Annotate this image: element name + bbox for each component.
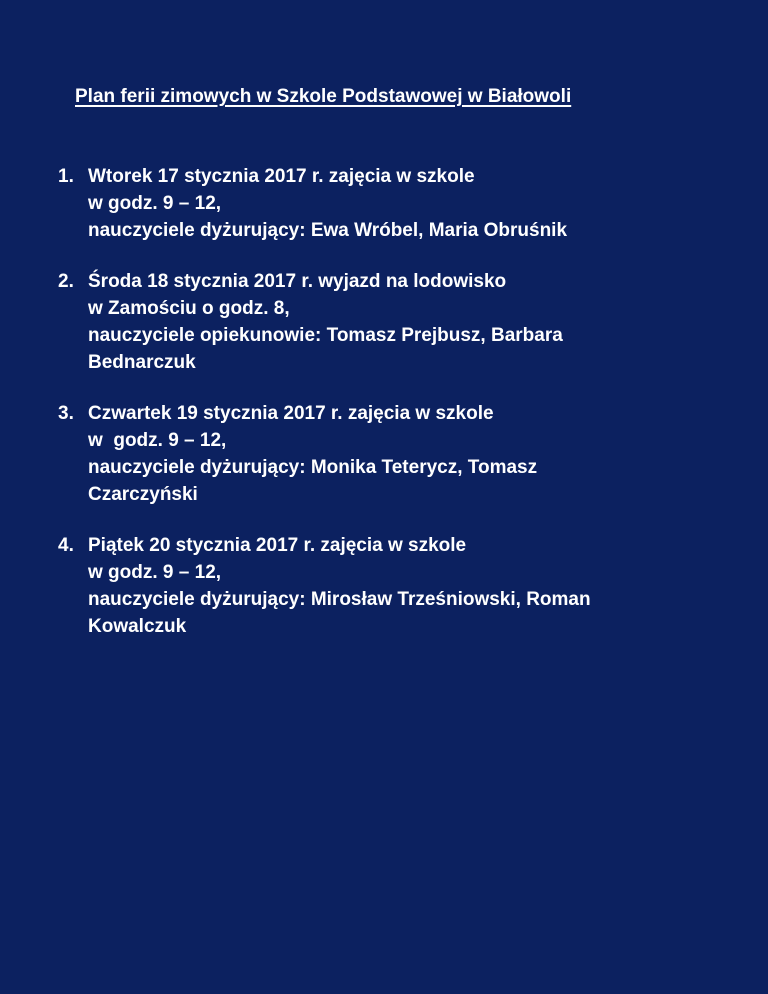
list-item xyxy=(58,268,738,376)
item-line: Piątek 20 stycznia 2017 r. zajęcia w szkole xyxy=(88,535,467,556)
item-line: nauczyciele dyżurujący: Mirosław Trześniowski, Roman xyxy=(88,589,591,610)
item-line: w Zamościu o godz. 8, xyxy=(88,298,290,319)
item-number: 3. xyxy=(58,403,74,424)
item-line: w godz. 9 – 12, xyxy=(88,562,222,583)
item-number: 1. xyxy=(58,166,74,187)
item-line: Czwartek 19 stycznia 2017 r. zajęcia w szkole xyxy=(88,403,494,424)
item-line: w godz. 9 – 12, xyxy=(88,430,227,451)
item-line: Środa 18 stycznia 2017 r. wyjazd na lodowisko xyxy=(88,271,507,292)
item-line: nauczyciele dyżurujący: Monika Teterycz, Tomasz xyxy=(88,457,538,478)
item-line: nauczyciele dyżurujący: Ewa Wróbel, Maria Obruśnik xyxy=(88,220,568,241)
item-line: nauczyciele opiekunowie: Tomasz Prejbusz, Barbara xyxy=(88,325,563,346)
item-line: Wtorek 17 stycznia 2017 r. zajęcia w szkole xyxy=(88,166,475,187)
item-line: Bednarczuk xyxy=(88,352,196,373)
list-item xyxy=(58,400,738,508)
schedule-list xyxy=(58,163,738,664)
item-number: 4. xyxy=(58,535,74,556)
list-item xyxy=(58,532,738,640)
item-line: Czarczyński xyxy=(88,484,198,505)
item-number: 2. xyxy=(58,271,74,292)
page-title: Plan ferii zimowych w Szkole Podstawowej w Białowoli xyxy=(75,86,572,107)
list-item xyxy=(58,163,738,244)
item-line: Kowalczuk xyxy=(88,616,187,637)
item-line: w godz. 9 – 12, xyxy=(88,193,222,214)
